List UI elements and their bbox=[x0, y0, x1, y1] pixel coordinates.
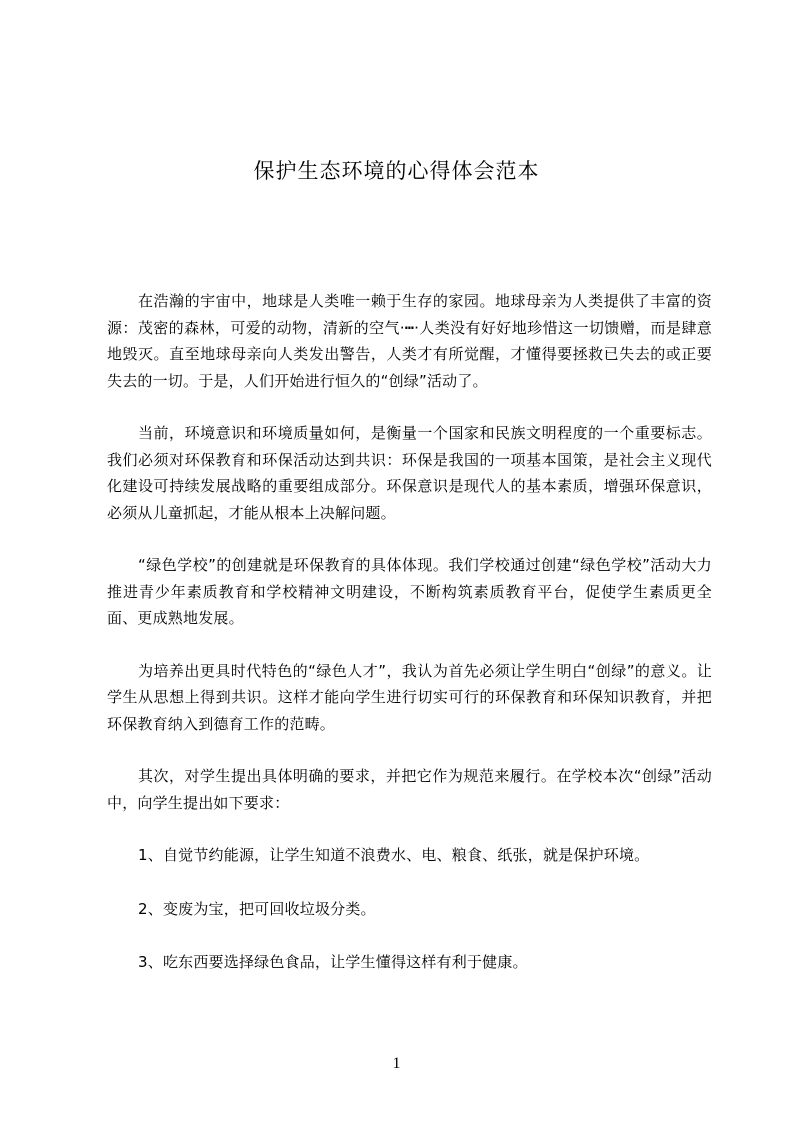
paragraph-intro: 在浩瀚的宇宙中，地球是人类唯一赖于生存的家园。地球母亲为人类提供了丰富的资源：茂密的森林，可爱的动物，清新的空气·┅·人类没有好好地珍惜这一切馈赠，而是肆意地毁灭。直至地球母亲向人类发出警告，人类才有所觉醒，才懂得要拯救已失去的或正要失去的一切。于是，人们开始进行恒久的“创绿”活动了。 bbox=[107, 292, 712, 390]
paragraph-requirements: 其次，对学生提出具体明确的要求，并把它作为规范来履行。在学校本次“创绿”活动中，向学生提出如下要求： bbox=[107, 767, 712, 812]
list-item-save-energy: 1、自觉节约能源，让学生知道不浪费水、电、粮食、纸张，就是保护环境。 bbox=[138, 846, 650, 864]
list-item-green-food: 3、吃东西要选择绿色食品，让学生懂得这样有利于健康。 bbox=[138, 953, 528, 971]
document-body bbox=[107, 288, 712, 1003]
document-title: 保护生态环境的心得体会范本 bbox=[253, 159, 540, 184]
paragraph-environmental-awareness: 当前，环境意识和环境质量如何，是衡量一个国家和民族文明程度的一个重要标志。我们必须对环保教育和环保活动达到共识：环保是我国的一项基本国策，是社会主义现代化建设可持续发展战略的重要组成部分。环保意识是现代人的基本素质，增强环保意识，必须从儿童抓起，才能从根本上决解问题。 bbox=[107, 424, 712, 522]
paragraph-green-talent: 为培养出更具时代特色的“绿色人才”，我认为首先必须让学生明白“创绿”的意义。让学生从思想上得到共识。这样才能向学生进行切实可行的环保教育和环保知识教育，并把环保教育纳入到德育工作的范畴。 bbox=[107, 661, 712, 733]
paragraph-green-school: “绿色学校”的创建就是环保教育的具体体现。我们学校通过创建“绿色学校”活动大力推进青少年素质教育和学校精神文明建设，不断构筑素质教育平台，促使学生素质更全面、更成熟地发展。 bbox=[107, 556, 712, 627]
list-item-recycle: 2、变废为宝，把可回收垃圾分类。 bbox=[138, 899, 376, 918]
page-number: 1 bbox=[392, 1055, 401, 1072]
